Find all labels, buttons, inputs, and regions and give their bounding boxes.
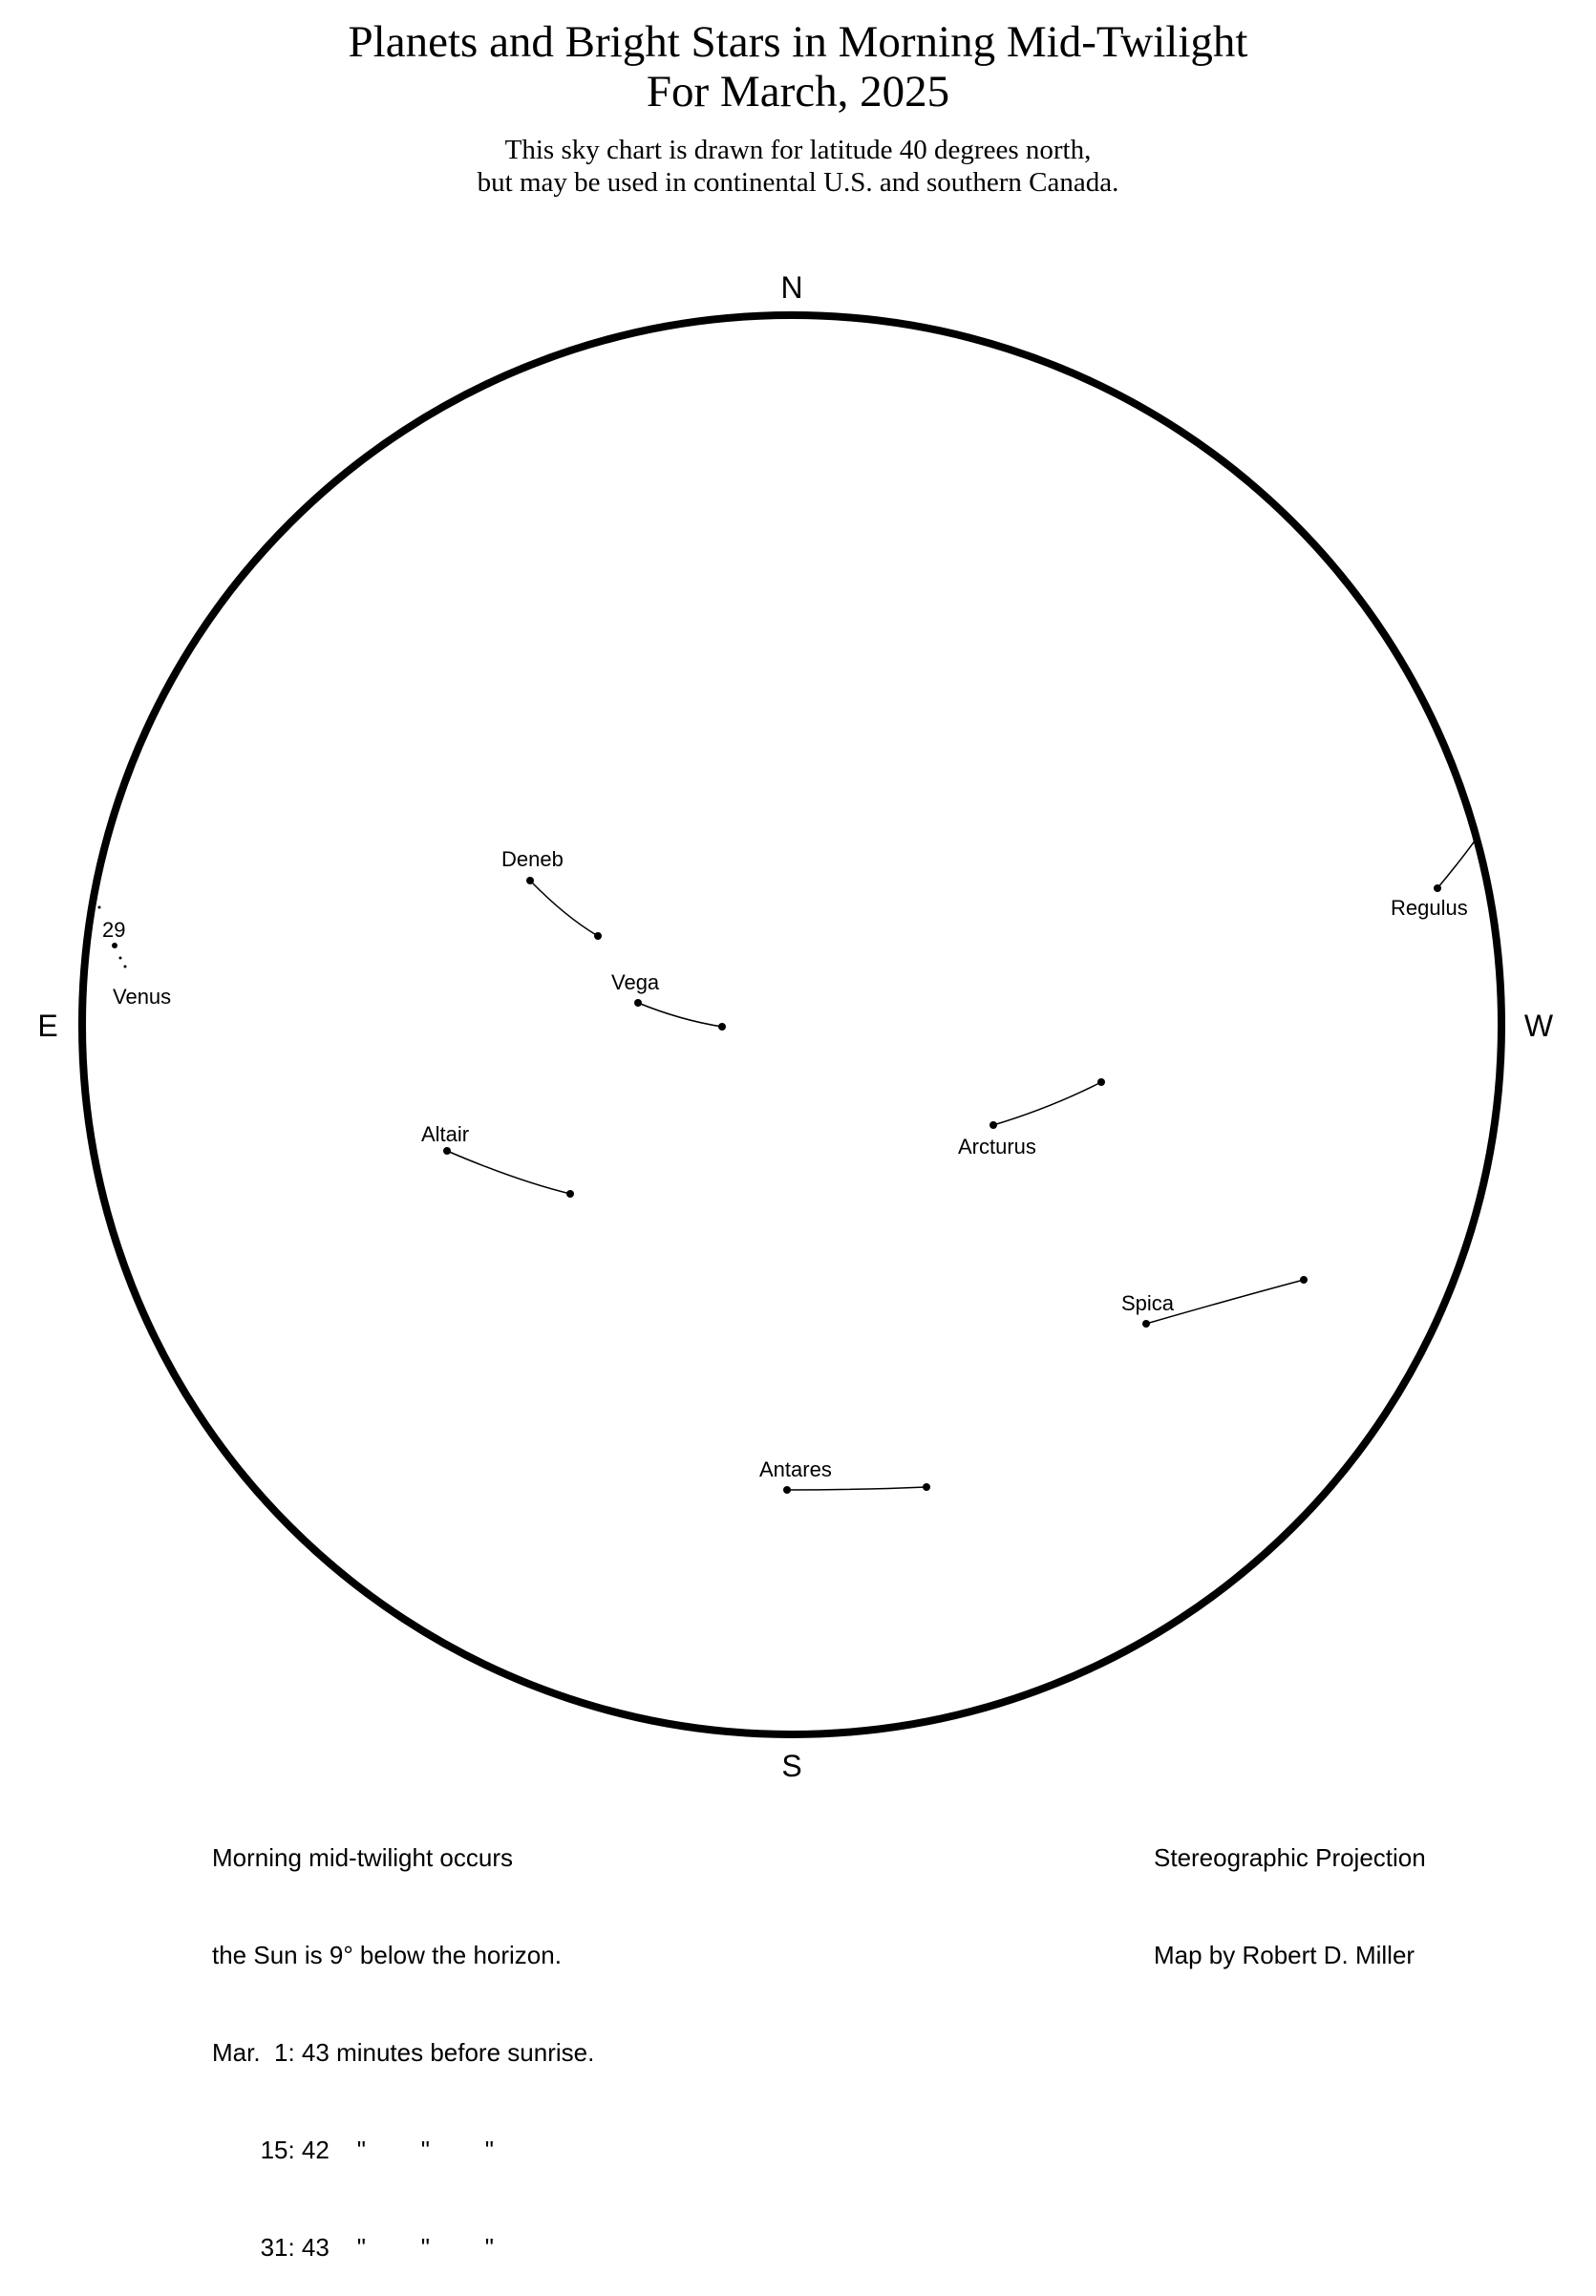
twilight-note [212, 1776, 594, 2296]
antares-dot-start [783, 1486, 791, 1494]
compass-south: S [781, 1749, 802, 1783]
venus-date-label: 29 [102, 918, 126, 942]
spica-label: Spica [1121, 1291, 1175, 1315]
arcturus-track [993, 1082, 1101, 1125]
compass-west: W [1523, 1009, 1554, 1043]
twilight-note-line-5: 31: 43 " " " [212, 2233, 495, 2262]
altair-label: Altair [421, 1122, 470, 1146]
venus-dot-1 [98, 906, 101, 909]
horizon-circle [82, 315, 1501, 1734]
title-line-2: For March, 2025 [646, 67, 950, 117]
venus-dot-4 [124, 966, 127, 968]
regulus-label: Regulus [1391, 896, 1468, 920]
twilight-note-line-2: the Sun is 9° below the horizon. [212, 1941, 562, 1969]
regulus-track [1437, 836, 1479, 888]
subtitle-line-1: This sky chart is drawn for latitude 40 degrees north, [504, 135, 1092, 165]
venus-dot-3 [119, 957, 122, 960]
title-line-1: Planets and Bright Stars in Morning Mid-Twilight [348, 17, 1248, 67]
spica-dot-start [1142, 1320, 1150, 1328]
deneb-dot-start [526, 877, 534, 884]
deneb-track [530, 881, 598, 936]
compass-north: N [780, 270, 803, 305]
venus-dot-2 [112, 943, 117, 948]
arcturus-dot-start [990, 1121, 997, 1129]
vega-track [638, 1003, 722, 1027]
twilight-note-line-4: 15: 42 " " " [212, 2136, 495, 2164]
spica-dot-end [1300, 1276, 1308, 1284]
antares-dot-end [923, 1483, 930, 1491]
vega-dot-start [634, 999, 642, 1007]
author-credit: Map by Robert D. Miller [1154, 1941, 1415, 1969]
twilight-note-line-1: Morning mid-twilight occurs [212, 1843, 513, 1872]
arcturus-dot-end [1097, 1078, 1105, 1086]
vega-label: Vega [611, 970, 660, 994]
venus-label: Venus [113, 985, 172, 1009]
deneb-dot-end [594, 932, 602, 940]
deneb-label: Deneb [501, 847, 564, 871]
arcturus-label: Arcturus [958, 1135, 1036, 1159]
altair-dot-start [443, 1147, 451, 1155]
subtitle-line-2: but may be used in continental U.S. and southern Canada. [477, 167, 1119, 198]
credits-note [1154, 1776, 1426, 2004]
compass-east: E [37, 1009, 58, 1043]
vega-dot-end [718, 1023, 726, 1031]
antares-track [787, 1487, 926, 1490]
projection-label: Stereographic Projection [1154, 1843, 1426, 1872]
antares-label: Antares [759, 1457, 832, 1481]
altair-track [447, 1151, 570, 1194]
regulus-dot [1434, 884, 1441, 892]
twilight-note-line-3: Mar. 1: 43 minutes before sunrise. [212, 2038, 595, 2067]
altair-dot-end [566, 1190, 574, 1198]
